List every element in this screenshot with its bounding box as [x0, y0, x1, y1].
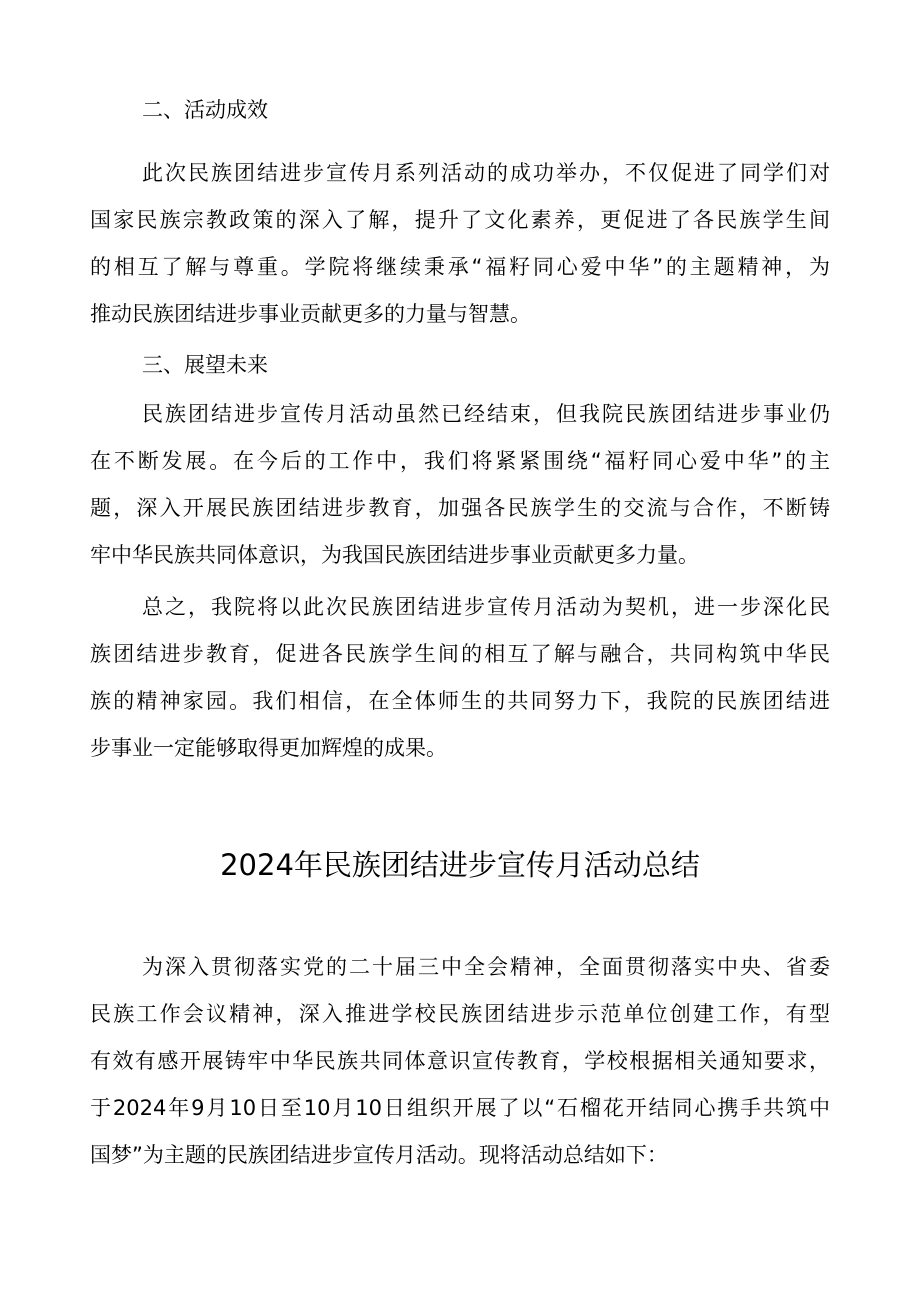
paragraph-line: 于2024年9月10日至10月10日组织开展了以“石榴花开结同心携手共筑中 — [90, 1096, 830, 1120]
paragraph-outlook — [90, 391, 830, 579]
paragraph-line: 的相互了解与尊重。学院将继续秉承“福籽同心爱中华”的主题精神，为 — [90, 255, 830, 279]
document-title: 2024年民族团结进步宣传月活动总结 — [220, 848, 700, 882]
paragraph-line: 民族团结进步宣传月活动虽然已经结束，但我院民族团结进步事业仍 — [142, 402, 830, 426]
paragraph-intro — [90, 944, 830, 1179]
paragraph-line: 为深入贯彻落实党的二十届三中全会精神，全面贯彻落实中央、省委 — [142, 955, 830, 979]
paragraph-line: 此次民族团结进步宣传月系列活动的成功举办，不仅促进了同学们对 — [142, 161, 830, 185]
paragraph-conclusion — [90, 584, 830, 772]
paragraph-results — [90, 150, 830, 338]
paragraph-line: 推动民族团结进步事业贡献更多的力量与智慧。 — [90, 302, 531, 326]
paragraph-line: 步事业一定能够取得更加辉煌的成果。 — [90, 736, 447, 760]
section-heading-outlook: 三、展望未来 — [142, 353, 268, 377]
paragraph-line: 国梦”为主题的民族团结进步宣传月活动。现将活动总结如下： — [90, 1143, 668, 1167]
paragraph-line: 族的精神家园。我们相信，在全体师生的共同努力下，我院的民族团结进 — [90, 689, 830, 713]
paragraph-line: 牢中华民族共同体意识，为我国民族团结进步事业贡献更多力量。 — [90, 543, 699, 567]
paragraph-line: 民族工作会议精神，深入推进学校民族团结进步示范单位创建工作，有型 — [90, 1002, 830, 1026]
paragraph-line: 总之，我院将以此次民族团结进步宣传月活动为契机，进一步深化民 — [142, 595, 830, 619]
paragraph-line: 在不断发展。在今后的工作中，我们将紧紧围绕“福籽同心爱中华”的主 — [90, 449, 830, 473]
paragraph-line: 族团结进步教育，促进各民族学生间的相互了解与融合，共同构筑中华民 — [90, 642, 830, 666]
paragraph-line: 题，深入开展民族团结进步教育，加强各民族学生的交流与合作，不断铸 — [90, 496, 830, 520]
section-heading-results: 二、活动成效 — [142, 98, 268, 122]
paragraph-line: 有效有感开展铸牢中华民族共同体意识宣传教育，学校根据相关通知要求， — [90, 1049, 830, 1073]
paragraph-line: 国家民族宗教政策的深入了解，提升了文化素养，更促进了各民族学生间 — [90, 208, 830, 232]
